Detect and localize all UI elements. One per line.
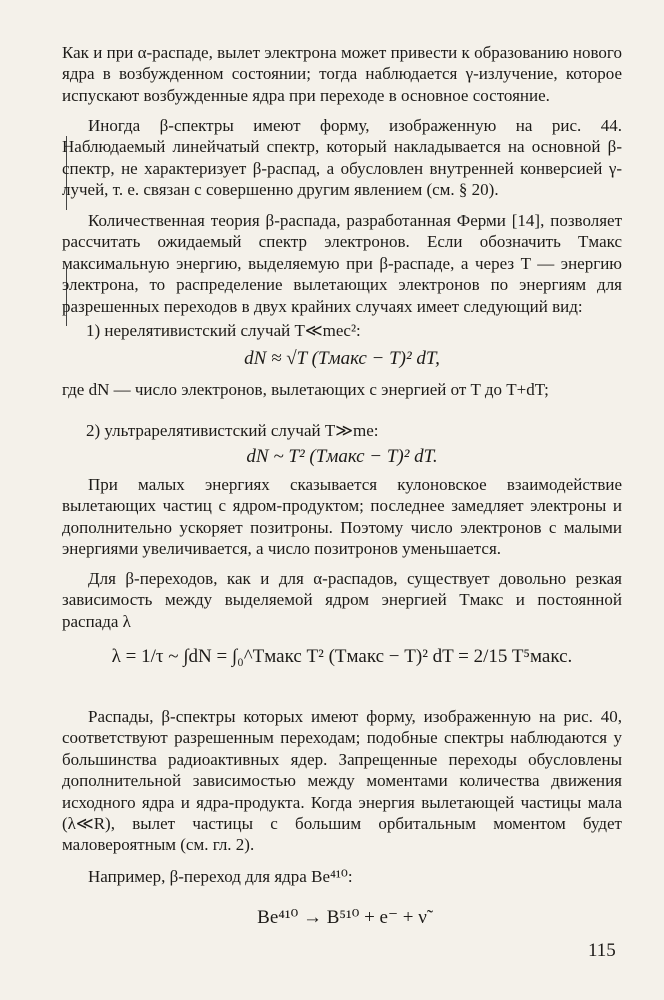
formula-decay-constant: λ = 1/τ ~ ∫dN = ∫₀^Tмакс T² (Tмакс − T)² dT = 2/15 T⁵макс. — [111, 646, 573, 667]
formula-nonrelativistic: dN ≈ √T (Tмакс − T)² dT, — [244, 348, 440, 369]
case-ultrarelativistic: 2) ультрарелятивистский случай T≫me: — [86, 421, 379, 440]
paragraph-conversion: Иногда β-спектры имеют форму, изображенную на рис. 44. Наблюдаемый линейчатый спектр, который накладывается на основной β-спектр, не характеризует β-распад, а обусловлен внутренней конверсией γ-лучей, т. е. связан с совершенно другим явлением (см. § 20). — [62, 116, 622, 200]
paragraph-forbidden: Распады, β-спектры которых имеют форму, изображенную на рис. 40, соответствуют разрешенным переходам; подобные спектры наблюдаются у большинства радиоактивных ядер. Запрещенные переходы обусловлены дополнительной зависимостью между моментами количества движения исходного ядра и ядра-продукта. Когда энергия вылетающей частицы мала (λ≪R), вылет частицы с большим орбитальным моментом будет маловероятным (см. гл. 2). — [62, 707, 622, 855]
case-nonrelativistic: 1) нерелятивистский случай T≪mec²: — [86, 321, 361, 340]
paragraph-alpha-decay: Как и при α-распаде, вылет электрона может привести к образованию нового ядра в возбужденном состоянии; тогда наблюдается γ-излучение, которое испускают возбужденные ядра при переходе в основное состояние. — [62, 43, 622, 105]
paragraph-coulomb: При малых энергиях сказывается кулоновское взаимодействие вылетающих частиц с ядром-продуктом; последнее замедляет электроны и дополнительно ускоряет позитроны. Поэтому число электронов с малыми энергиями увеличивается, а число позитронов уменьшается. — [62, 475, 622, 559]
formula-be-decay: Be⁴¹⁰ → B⁵¹⁰ + e⁻ + ν̃ — [257, 907, 427, 928]
paragraph-dn-definition: где dN — число электронов, вылетающих с энергией от T до T+dT; — [62, 380, 549, 399]
formula-ultrarelativistic: dN ~ T² (Tмакс − T)² dT. — [246, 446, 438, 467]
page-number: 115 — [588, 940, 616, 961]
paragraph-fermi-theory: Количественная теория β-распада, разработанная Ферми [14], позволяет рассчитать ожидаемый спектр электронов. Если обозначить Tмакс максимальную энергию, выделяемую при β-распаде, а через T — энергию электрона, то распределение вылетающих электронов по энергиям для разрешенных переходов в двух крайних случаях имеет следующий вид: — [62, 211, 622, 316]
paragraph-decay-constant: Для β-переходов, как и для α-распадов, существует довольно резкая зависимость между выделяемой ядром энергией Tмакс и постоянной распада λ — [62, 569, 622, 631]
paragraph-example: Например, β-переход для ядра Be⁴¹⁰: — [88, 867, 353, 886]
